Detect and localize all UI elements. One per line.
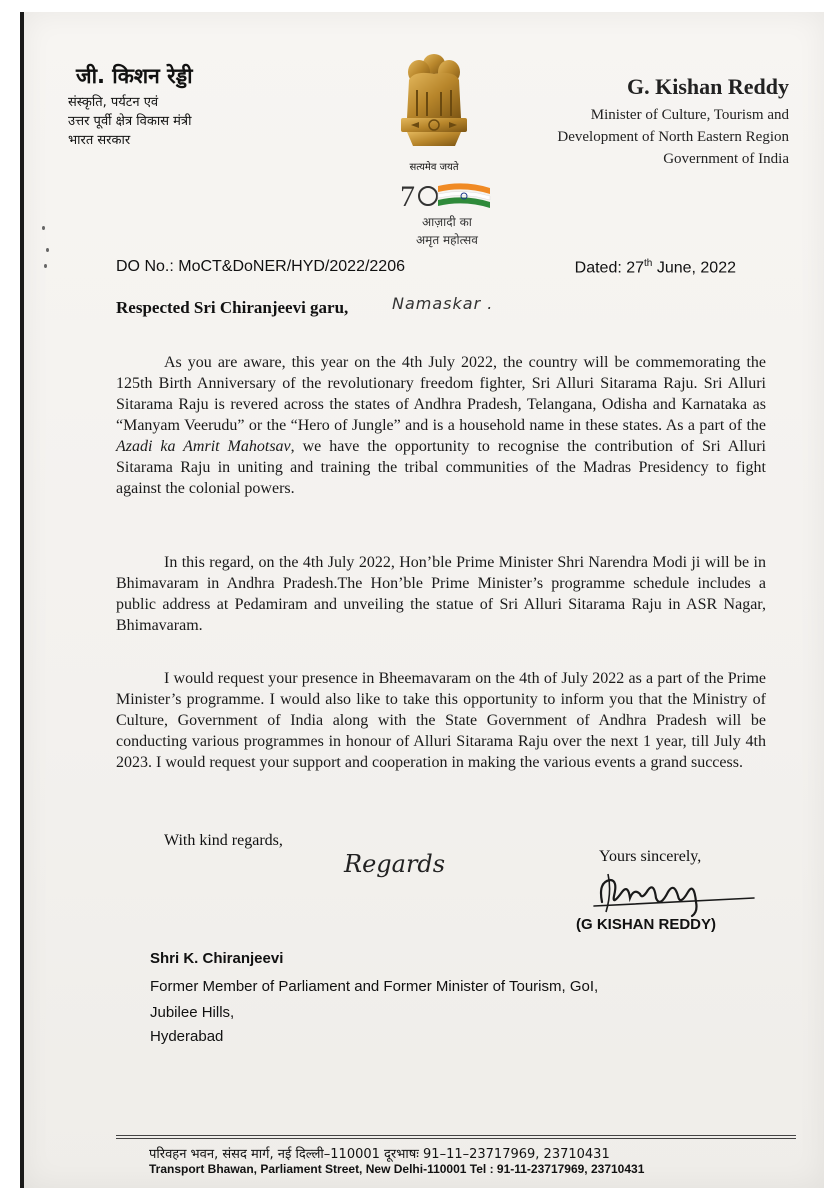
date-prefix: Dated: 27 [574,259,645,277]
recipient-line-3: Hyderabad [150,1028,224,1045]
signatory-name: (G KISHAN REDDY) [576,916,717,933]
azadi-line-1: आज़ादी का [422,215,472,229]
hindi-designation-line-1: संस्कृति, पर्यटन एवं [68,95,159,110]
paper-speck [44,264,47,268]
letter-date [575,258,736,277]
salutation: Respected Sri Chiranjeevi garu, [116,298,349,317]
footer-rule [116,1138,796,1139]
do-number: DO No.: MoCT&DoNER/HYD/2022/2206 [116,258,405,275]
handwritten-regards: Regards [344,850,446,878]
english-designation-line-2: Development of North Eastern Region [557,129,789,145]
body-paragraph-2: In this regard, on the 4th July 2022, Hon’ble Prime Minister Shri Narendra Modi ji will be in Bhimavaram in Andhra Pradesh.The Hon’ble Prime Minister’s programme schedule includes a public address at Pedamiram and unveiling the statue of Sri Alluri Sitarama Raju in ASR Nagar, Bhimavaram. [116,554,766,634]
body-paragraph-1 [116,352,766,499]
signature-icon [584,862,764,922]
para1-text-b: , we have the opportunity to recognise the contribution of Sri Alluri Sitarama Raju in uniting and training the tribal communities of the Madras Presidency to fight against the colonial powers. [116,438,766,497]
english-designation-line-1: Minister of Culture, Tourism and [590,107,789,123]
para1-text-a: As you are aware, this year on the 4th July 2022, the country will be commemorating the 125th Birth Anniversary of the revolutionary freedom fighter, Sri Alluri Sitarama Raju. Sri Alluri Sitarama Raju is revered across the states of Andhra Pradesh, Telangana, Odisha and Karnataka as “Manyam Veerudu” or the “Hero of Jungle” and is a household name in these states. As a part of the [116,354,766,434]
paper-speck [46,248,49,252]
date-superscript: th [644,258,653,269]
paper-speck [42,226,45,230]
english-minister-name: G. Kishan Reddy [627,74,789,99]
yours-sincerely: Yours sincerely, [599,848,702,865]
recipient-name: Shri K. Chiranjeevi [150,950,284,967]
footer-address-english: Transport Bhawan, Parliament Street, New Delhi-110001 Tel : 91-11-23717969, 23710431 [149,1162,645,1176]
svg-text:7: 7 [400,180,415,213]
footer-rule [116,1135,796,1136]
para1-emphasis: Azadi ka Amrit Mahotsav [116,438,291,455]
english-letterhead [557,74,789,170]
english-designation-line-3: Government of India [663,151,789,167]
date-suffix: June, 2022 [652,259,736,277]
footer-address-hindi: परिवहन भवन, संसद मार्ग, नई दिल्ली–110001 दूरभाषः 91–11–23717969, 23710431 [149,1147,610,1162]
emblem-motto: सत्यमेव जयते [409,162,459,173]
state-emblem-icon [389,50,479,160]
hindi-designation-line-3: भारत सरकार [68,133,131,148]
letter-paper [20,12,824,1188]
hindi-designation-line-2: उत्तर पूर्वी क्षेत्र विकास मंत्री [68,114,192,129]
hindi-minister-name: जी. किशन रेड्डी [76,64,193,88]
azadi-ka-amrit-mahotsav-logo-icon [394,176,514,250]
kind-regards: With kind regards, [164,832,283,849]
recipient-line-2: Jubilee Hills, [150,1004,235,1021]
azadi-line-2: अमृत महोत्सव [416,233,478,247]
body-paragraph-3: I would request your presence in Bheemavaram on the 4th of July 2022 as a part of the Prime Minister’s programme. I would also like to take this opportunity to inform you that the Ministry of Culture, Government of India along with the State Government of Andhra Pradesh will be conducting various programmes in honour of Alluri Sitarama Raju over the next 1 year, till July 4th 2023. I would request your support and cooperation in making the various events a grand success. [116,670,766,771]
recipient-line-1: Former Member of Parliament and Former Minister of Tourism, GoI, [150,978,599,995]
handwritten-namaskar: Namaskar . [392,294,494,313]
